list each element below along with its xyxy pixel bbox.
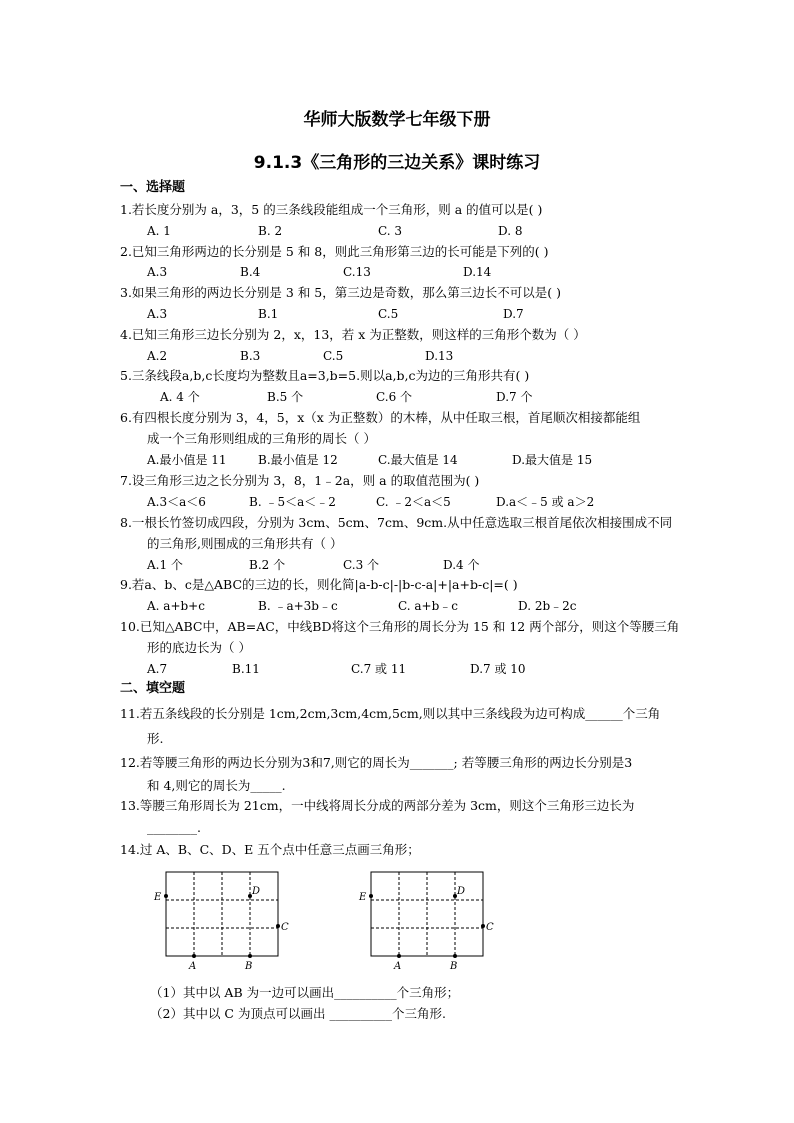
q10-opt-c: C.7 或 11 — [351, 662, 407, 676]
q2-opt-c: C.13 — [343, 265, 371, 279]
q6-opt-b: B.最小值是 12 — [258, 453, 338, 467]
q2-stem: 2.已知三角形两边的长分别是 5 和 8，则此三角形第三边的长可能是下列的( ) — [120, 244, 549, 259]
q4-opt-b: B.3 — [240, 349, 261, 363]
q5-stem: 5.三条线段a,b,c长度均为整数且a=3,b=5.则以a,b,c为边的三角形共有( ) — [120, 368, 530, 383]
q8-opt-a: A.1 个 — [147, 558, 183, 572]
q4-opt-d: D.13 — [425, 349, 454, 363]
q14-stem: 14.过 A、B、C、D、E 五个点中任意三点画三角形； — [120, 842, 420, 857]
q7-opt-a: A.3＜a＜6 — [147, 495, 206, 509]
q14-sub1: （1）其中以 AB 为一边可以画出__________个三角形； — [150, 985, 460, 1000]
q7-opt-b: B. ﹣5＜a＜﹣2 — [249, 495, 336, 509]
q8-opt-b: B.2 个 — [249, 558, 286, 572]
q7-opt-c: C. ﹣2＜a＜5 — [376, 495, 451, 509]
q10-opt-d: D.7 或 10 — [470, 662, 526, 676]
q1-opt-d: D. 8 — [498, 224, 523, 238]
q5-opt-b: B.5 个 — [267, 390, 304, 404]
q7-opt-d: D.a＜﹣5 或 a＞2 — [496, 495, 595, 509]
q6-stem-line1: 6.有四根长度分别为 3，4，5，x（x 为正整数）的木棒，从中任取三根，首尾顺次相接都能组 — [120, 410, 641, 425]
q6-opt-a: A.最小值是 11 — [147, 453, 227, 467]
q12-line2: 和 4,则它的周长为_____. — [147, 778, 286, 793]
q13-line1: 13.等腰三角形周长为 21cm，一中线将周长分成的两部分差为 3cm，则这个三角形三边长为 — [120, 798, 635, 813]
q3-stem: 3.如果三角形的两边长分别是 3 和 5，第三边是奇数，那么第三边长不可以是( ) — [120, 285, 561, 300]
q6-stem-line2: 成一个三角形则组成的三角形的周长（ ） — [147, 431, 376, 446]
label-b: B — [450, 961, 458, 972]
q9-opt-b: B. ﹣a+3b﹣c — [258, 599, 338, 613]
label-d: D — [457, 886, 466, 897]
q4-opt-c: C.5 — [323, 349, 344, 363]
point-b — [453, 954, 457, 958]
q9-opt-d: D. 2b﹣2c — [518, 599, 577, 613]
point-c — [481, 924, 485, 928]
q3-opt-b: B.1 — [258, 307, 279, 321]
q1-stem: 1.若长度分别为 a，3，5 的三条线段能组成一个三角形，则 a 的值可以是( ) — [120, 202, 543, 217]
q12-line1: 12.若等腰三角形的两边长分别为3和7,则它的周长为_______; 若等腰三角形的两边长分别是3 — [120, 755, 633, 770]
point-a — [397, 954, 401, 958]
grid-figure-right — [355, 862, 505, 972]
label-a: A — [189, 961, 197, 972]
q1-opt-b: B. 2 — [258, 224, 283, 238]
section-choice: 一、选择题 — [120, 180, 186, 195]
q8-stem-line1: 8.一根长竹签切成四段，分别为 3cm、5cm、7cm、9cm.从中任意选取三根首尾依次相接围成不同 — [120, 515, 673, 530]
label-d: D — [252, 886, 261, 897]
q1-opt-c: C. 3 — [378, 224, 403, 238]
q8-opt-d: D.4 个 — [443, 558, 480, 572]
label-c: C — [486, 922, 494, 933]
point-e — [164, 894, 168, 898]
q8-stem-line2: 的三角形,则围成的三角形共有（ ） — [147, 536, 343, 551]
q5-opt-a: A. 4 个 — [160, 390, 200, 404]
label-e: E — [359, 892, 367, 903]
point-a — [192, 954, 196, 958]
q4-stem: 4.已知三角形三边长分别为 2，x，13，若 x 为正整数，则这样的三角形个数为（ ） — [120, 327, 586, 342]
point-b — [248, 954, 252, 958]
page-title: 华师大版数学七年级下册 — [303, 110, 491, 130]
point-c — [276, 924, 280, 928]
q2-opt-d: D.14 — [463, 265, 492, 279]
q5-opt-c: C.6 个 — [376, 390, 413, 404]
q13-line2: ________. — [147, 820, 201, 835]
q5-opt-d: D.7 个 — [496, 390, 533, 404]
q14-sub2: （2）其中以 C 为顶点可以画出 __________个三角形. — [150, 1006, 446, 1021]
q11-line2: 形. — [147, 731, 164, 746]
lesson-title: 9.1.3《三角形的三边关系》课时练习 — [253, 153, 541, 173]
q11-line1: 11.若五条线段的长分别是 1cm,2cm,3cm,4cm,5cm,则以其中三条线段为边可构成______个三角 — [120, 706, 661, 721]
q3-opt-d: D.7 — [503, 307, 524, 321]
q2-opt-b: B.4 — [240, 265, 261, 279]
q6-opt-d: D.最大值是 15 — [512, 453, 593, 467]
q10-opt-b: B.11 — [232, 662, 260, 676]
q10-opt-a: A.7 — [147, 662, 168, 676]
q1-opt-a: A. 1 — [147, 224, 171, 238]
q2-opt-a: A.3 — [147, 265, 168, 279]
grid-figure-left — [150, 862, 300, 972]
q9-opt-a: A. a+b+c — [147, 599, 205, 613]
q6-opt-c: C.最大值是 14 — [378, 453, 458, 467]
q9-opt-c: C. a+b﹣c — [398, 599, 458, 613]
q4-opt-a: A.2 — [147, 349, 168, 363]
label-c: C — [281, 922, 289, 933]
q9-stem: 9.若a、b、c是△ABC的三边的长，则化简|a-b-c|-|b-c-a|+|a+b-c|=( ) — [120, 577, 518, 592]
section-fill: 二、填空题 — [120, 681, 186, 696]
q3-opt-c: C.5 — [378, 307, 399, 321]
q3-opt-a: A.3 — [147, 307, 168, 321]
q10-stem-line1: 10.已知△ABC中，AB=AC，中线BD将这个三角形的周长分为 15 和 12 两个部分，则这个等腰三角 — [120, 619, 680, 634]
q10-stem-line2: 形的底边长为（ ） — [147, 640, 251, 655]
label-b: B — [245, 961, 253, 972]
point-e — [369, 894, 373, 898]
q7-stem: 7.设三角形三边之长分别为 3，8，1﹣2a，则 a 的取值范围为( ) — [120, 473, 480, 488]
label-e: E — [154, 892, 162, 903]
label-a: A — [394, 961, 402, 972]
q8-opt-c: C.3 个 — [343, 558, 380, 572]
